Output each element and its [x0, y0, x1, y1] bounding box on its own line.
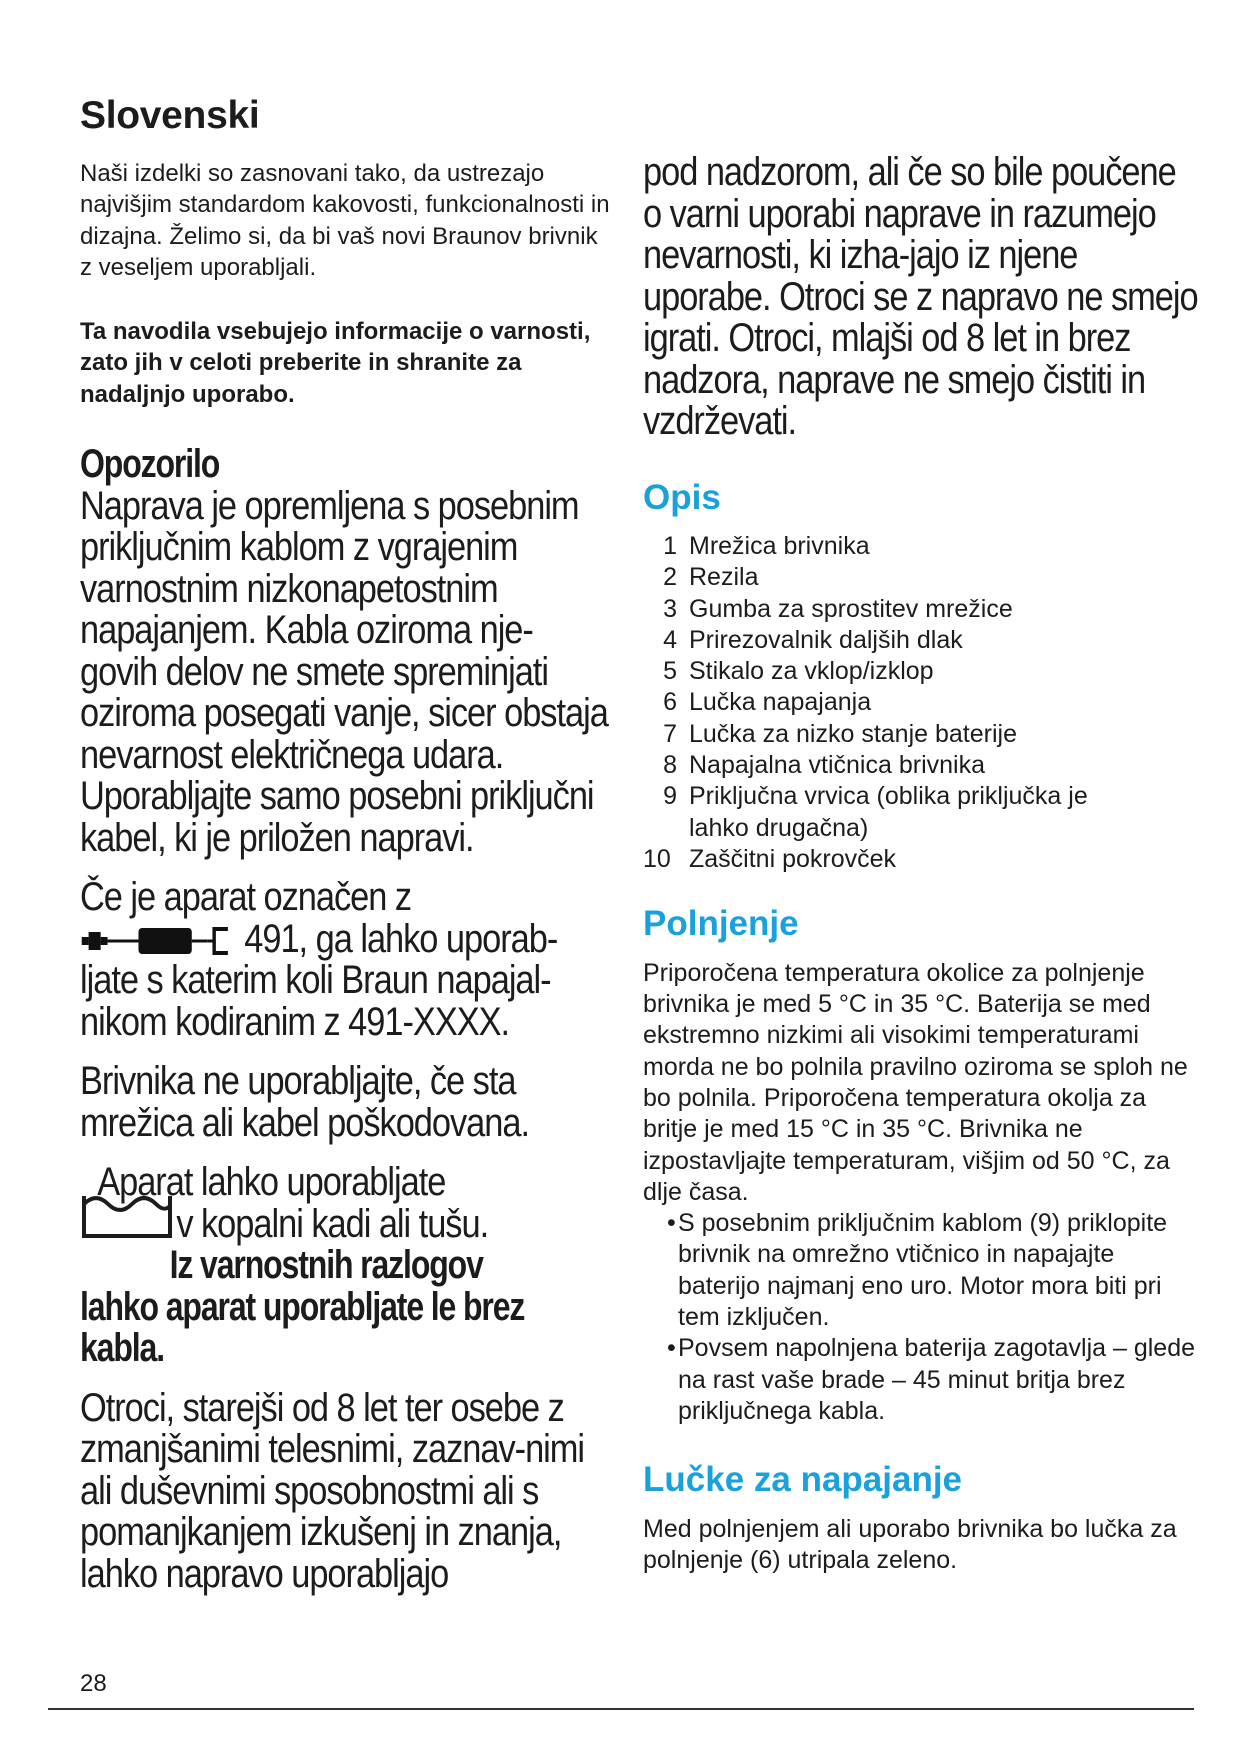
list-item: 8 Napajalna vtičnica brivnika [663, 751, 985, 780]
warning-paragraph-symbol [80, 877, 610, 1043]
footer-divider [48, 1708, 1194, 1710]
charging-paragraph: Priporočena temperatura okolice za polnjenje brivnika je med 5 °C in 35 °C. Baterija se med ekstremno nizkimi ali visokimi temperaturami morda ne bo polnila pravilno oziroma se sploh ne bo polnila. Priporočena temperatura okolja za britje je med 15 °C in 35 °C. Brivnika ne izpostavljajte temperaturam, višjim od 50 °C, za dlje časa. [643, 958, 1188, 1206]
intro-paragraph: Naši izdelki so zasnovani tako, da ustrezajo najvišjim standardom kakovosti, funkcionalnosti in dizajna. Želimo si, da bi vaš novi Braunov brivnik z veseljem uporabljali. [80, 159, 610, 282]
list-item: 6 Lučka napajanja [663, 688, 872, 717]
bath-line-1: Aparat lahko uporabljate [97, 1160, 446, 1205]
list-item: 3 Gumba za sprostitev mrežice [663, 594, 1013, 623]
list-item: 2 Rezila [663, 563, 759, 592]
warning-paragraph-damage: Brivnika ne uporabljajte, če sta mrežica ali kabel poškodovana. [80, 1059, 530, 1145]
bath-bold-rest: lahko aparat uporabljate le brez kabla. [80, 1284, 525, 1371]
list-item: 7 Lučka za nizko stanje baterije [663, 719, 1017, 748]
right-column [643, 152, 1198, 1576]
lights-paragraph: Med polnjenjem ali uporabo brivnika bo lučka za polnjenje (6) utripala zeleno. [643, 1514, 1177, 1575]
warning-paragraph-cable: Naprava je opremljena s posebnim priključnim kablom z vgrajenim varnostnim nizkonapetostnim napajanjem. Kabla oziroma nje-govih delov ne smete spreminjati oziroma posegati vanje, sicer obstaja nevarnost električnega udara. Uporabljajte samo posebni priključni kabel, ki je priložen napravi. [80, 483, 608, 860]
bath-line-2: v kopalni kadi ali tušu. [176, 1201, 489, 1246]
list-item: 1 Mrežica brivnika [663, 532, 870, 560]
list-item: 10 Zaščitni pokrovček [643, 844, 897, 873]
warning-paragraph-children-cont: pod nadzorom, ali če so bile poučene o varni uporabi naprave in razumejo nevarnosti, ki izha-jajo iz njene uporabe. Otroci se z napravo ne smejo igrati. Otroci, mlajši od 8 let in brez nadzora, naprave ne smejo čistiti in vzdrževati. [643, 150, 1198, 443]
page-title: Slovenski [80, 94, 260, 137]
lights-heading: Lučke za napajanje [643, 1460, 963, 1500]
safety-notice: Ta navodila vsebujejo informacije o varnosti, zato jih v celoti preberite in shranite za nadaljnjo uporabo. [80, 317, 591, 408]
symbol-after-text: 491, ga lahko uporab-ljate s katerim koli Braun napajal-nikom kodiranim z 491-XXXX. [80, 916, 558, 1044]
description-heading: Opis [643, 477, 721, 517]
warning-paragraph-bath [80, 1162, 610, 1370]
list-item: 9 Priključna vrvica (oblika priključka je lahko drugačna) [663, 782, 1088, 842]
list-item: • Povsem napolnjena baterija zagotavlja – glede na rast vaše brade – 45 minut britja brez priključnega kabla. [667, 1334, 1196, 1425]
description-list [643, 531, 1198, 875]
plug-symbol-icon [80, 924, 239, 958]
charging-heading: Polnjenje [643, 904, 799, 944]
list-item: • S posebnim priključnim kablom (9) priklopite brivnik na omrežno vtičnico in napajajte baterijo najmanj eno uro. Motor mora biti pri tem izključen. [667, 1209, 1168, 1332]
list-item: 5 Stikalo za vklop/izklop [663, 657, 934, 686]
symbol-intro-text: Če je aparat označen z [80, 875, 412, 920]
warning-paragraph-children: Otroci, starejši od 8 let ter osebe z zmanjšanimi telesnimi, zaznav-nimi ali duševnimi sposobnostmi ali s pomanjkanjem izkušenj in znanja, lahko napravo uporabljajo [80, 1385, 585, 1596]
charging-bullets [643, 1208, 1198, 1427]
page-number: 28 [80, 1670, 107, 1697]
bath-bold-line-1: Iz varnostnih razlogov [169, 1243, 483, 1288]
warning-heading: Opozorilo [80, 442, 220, 487]
left-column [80, 95, 610, 1595]
list-item: 4 Prirezovalnik daljših dlak [663, 625, 963, 654]
